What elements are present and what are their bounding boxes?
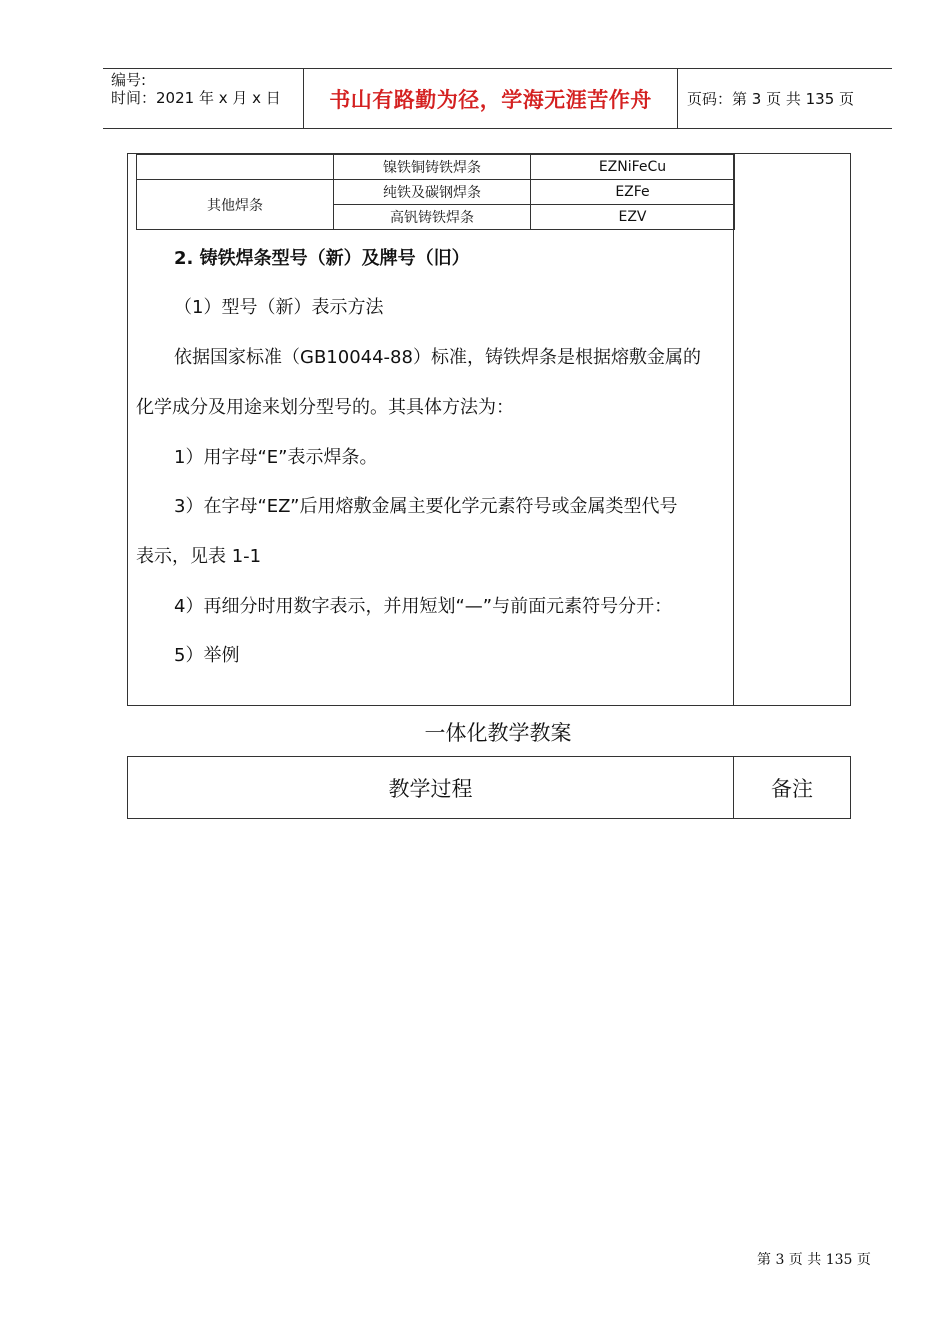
table-cell-name: 高钒铸铁焊条 bbox=[334, 205, 531, 230]
list-item: 5）举例 bbox=[174, 645, 240, 666]
table-row bbox=[137, 155, 735, 180]
paragraph-line: 依据国家标准（GB10044-88）标准，铸铁焊条是根据熔敷金属的 bbox=[174, 347, 701, 368]
header-number-label: 编号: bbox=[111, 71, 147, 89]
page-footer: 第 3 页 共 135 页 bbox=[757, 1252, 871, 1268]
header-page-info: 页码：第 3 页 共 135 页 bbox=[687, 90, 855, 108]
header-divider bbox=[677, 69, 678, 128]
content-frame bbox=[127, 153, 851, 706]
table-cell-code: EZNiFeCu bbox=[531, 155, 735, 180]
header-meta bbox=[111, 71, 281, 107]
table-cell-name: 纯铁及碳钢焊条 bbox=[334, 180, 531, 205]
sub-heading: （1）型号（新）表示方法 bbox=[174, 297, 384, 318]
table-row bbox=[137, 180, 735, 205]
process-column-header: 教学过程 bbox=[388, 776, 473, 801]
list-item: 1）用字母“E”表示焊条。 bbox=[174, 447, 378, 468]
electrode-table bbox=[136, 154, 735, 230]
section-title: 一体化教学教案 bbox=[424, 721, 572, 745]
header-time-label: 时间：2021 年 x 月 x 日 bbox=[111, 89, 281, 107]
header-motto: 书山有路勤为径，学海无涯苦作舟 bbox=[329, 86, 652, 112]
paragraph-line: 化学成分及用途来划分型号的。其具体方法为： bbox=[136, 397, 514, 418]
section-heading: 2. 铸铁焊条型号（新）及牌号（旧） bbox=[174, 248, 470, 269]
table-cell-category bbox=[137, 155, 334, 180]
process-table bbox=[127, 756, 851, 819]
table-cell-category: 其他焊条 bbox=[137, 180, 334, 230]
table-cell-code: EZFe bbox=[531, 180, 735, 205]
list-item-continuation: 表示，见表 1-1 bbox=[136, 546, 262, 567]
notes-column-header: 备注 bbox=[771, 776, 813, 801]
list-item: 4）再细分时用数字表示，并用短划“—”与前面元素符号分开： bbox=[174, 596, 673, 617]
table-cell-code: EZV bbox=[531, 205, 735, 230]
list-item: 3）在字母“EZ”后用熔敷金属主要化学元素符号或金属类型代号 bbox=[174, 496, 678, 517]
notes-column-divider bbox=[733, 154, 734, 705]
table-cell-name: 镍铁铜铸铁焊条 bbox=[334, 155, 531, 180]
page-header bbox=[103, 68, 892, 129]
